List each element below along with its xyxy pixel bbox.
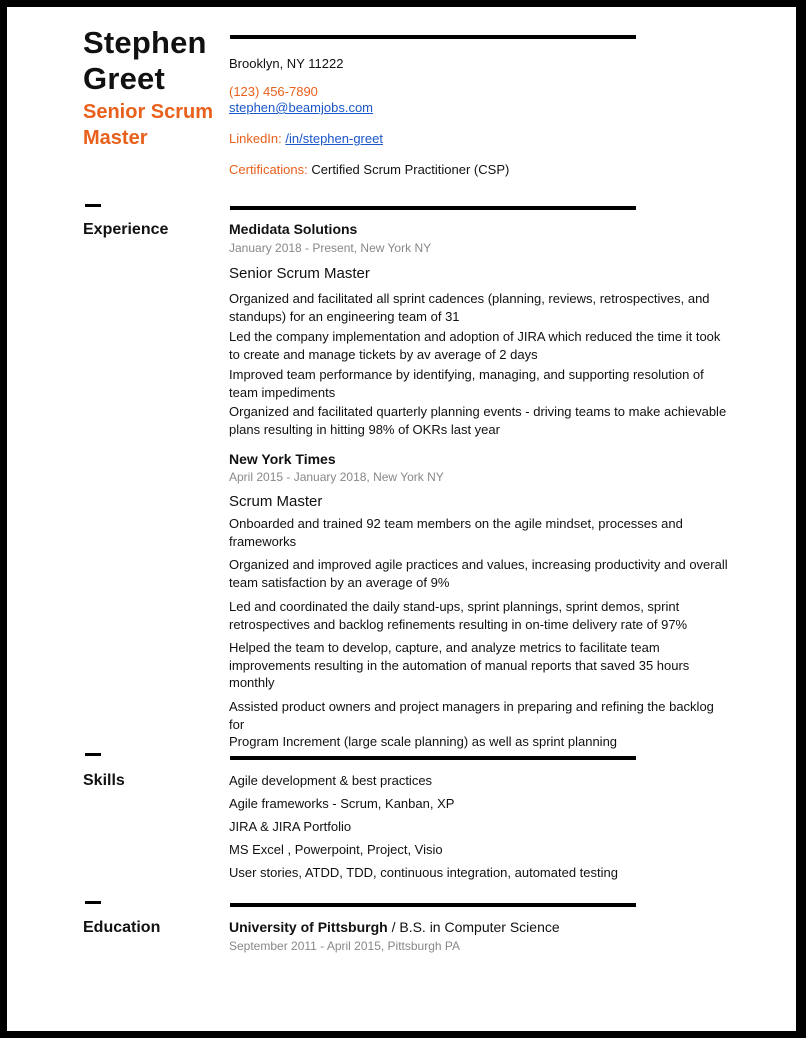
education-dash [85, 901, 101, 904]
address: Brooklyn, NY 11222 [229, 56, 344, 71]
bullet-line: Led and coordinated the daily stand-ups, sprint plannings, sprint demos, sprint [229, 599, 680, 614]
phone: (123) 456-7890 [229, 84, 318, 99]
header-divider [230, 35, 636, 39]
skills-divider [230, 756, 636, 760]
education-heading: Education [83, 919, 161, 936]
linkedin-label: LinkedIn: [229, 131, 282, 146]
bullet-line: Organized and facilitated quarterly planning events - driving teams to make achievable [229, 404, 727, 419]
bullet-line: Organized and facilitated all sprint cadences (planning, reviews, retrospectives, and [229, 291, 710, 306]
school-name: University of Pittsburgh [229, 919, 388, 935]
bullet-line: plans resulting in hitting 98% of OKRs last year [229, 421, 500, 437]
bullet-line: Assisted product owners and project managers in preparing and refining the backlog for [229, 699, 714, 732]
bullet-line: monthly [229, 675, 275, 690]
bullet-line: Organized and improved agile practices and values, increasing productivity and overall [229, 557, 728, 572]
bullet-line: to create and manage tickets by av average of 2 days [229, 346, 538, 362]
bullet-line: Helped the team to develop, capture, and analyze metrics to facilitate team [229, 640, 660, 655]
linkedin-row [229, 130, 383, 148]
education-dates: September 2011 - April 2015, Pittsburgh PA [229, 939, 461, 953]
job-title-line-2: Master [83, 127, 148, 149]
job-company: Medidata Solutions [229, 221, 358, 237]
skills-dash [85, 753, 101, 756]
job-bullet [229, 328, 729, 363]
education-divider [230, 903, 636, 907]
job-company: New York Times [229, 451, 336, 467]
job-role: Scrum Master [229, 493, 323, 510]
job-bullet [229, 698, 729, 751]
certifications-label: Certifications: [229, 162, 308, 177]
degree: / B.S. in Computer Science [387, 919, 560, 935]
job-title [83, 99, 213, 151]
skill-item: MS Excel , Powerpoint, Project, Visio [229, 842, 443, 857]
education-entry [229, 919, 560, 935]
skills-heading: Skills [83, 772, 125, 789]
candidate-name [83, 25, 207, 97]
job-role: Senior Scrum Master [229, 265, 370, 282]
skill-item: JIRA & JIRA Portfolio [229, 819, 352, 834]
skill-item: Agile development & best practices [229, 773, 433, 788]
experience-dash [85, 204, 101, 207]
bullet-line: standups) for an engineering team of 31 [229, 308, 460, 324]
bullet-line: Onboarded and trained 92 team members on the agile mindset, processes and [229, 516, 683, 531]
job-bullet [229, 639, 729, 692]
email-link[interactable]: stephen@beamjobs.com [229, 100, 373, 115]
job-bullet [229, 556, 729, 591]
job-bullet [229, 403, 729, 438]
certifications-value: Certified Scrum Practitioner (CSP) [311, 162, 510, 177]
bullet-line: frameworks [229, 533, 297, 549]
bullet-line: team impediments [229, 384, 336, 400]
job-dates: April 2015 - January 2018, New York NY [229, 470, 444, 484]
bullet-line: Improved team performance by identifying, managing, and supporting resolution of [229, 367, 704, 382]
skill-item: Agile frameworks - Scrum, Kanban, XP [229, 796, 455, 811]
bullet-line: retrospectives and backlog refinements resulting in on-time delivery rate of 97% [229, 616, 688, 632]
bullet-line: Program Increment (large scale planning) as well as sprint planning [229, 734, 618, 749]
skill-item: User stories, ATDD, TDD, continuous integration, automated testing [229, 865, 618, 880]
job-title-line-1: Senior Scrum [83, 101, 214, 123]
linkedin-link[interactable]: /in/stephen-greet [285, 131, 383, 146]
certifications-row [229, 161, 509, 179]
experience-divider [230, 206, 636, 210]
job-dates: January 2018 - Present, New York NY [229, 241, 432, 255]
bullet-line: improvements resulting in the automation of manual reports that saved 35 hours [229, 657, 690, 673]
bullet-line: team satisfaction by an average of 9% [229, 574, 450, 590]
last-name: Greet [83, 61, 165, 96]
resume-page [7, 7, 796, 1031]
experience-heading: Experience [83, 221, 169, 238]
job-bullet [229, 515, 729, 550]
job-bullet [229, 290, 729, 325]
first-name: Stephen [83, 25, 207, 60]
job-bullet [229, 598, 729, 633]
bullet-line: Led the company implementation and adoption of JIRA which reduced the time it took [229, 329, 721, 344]
job-bullet [229, 366, 729, 401]
